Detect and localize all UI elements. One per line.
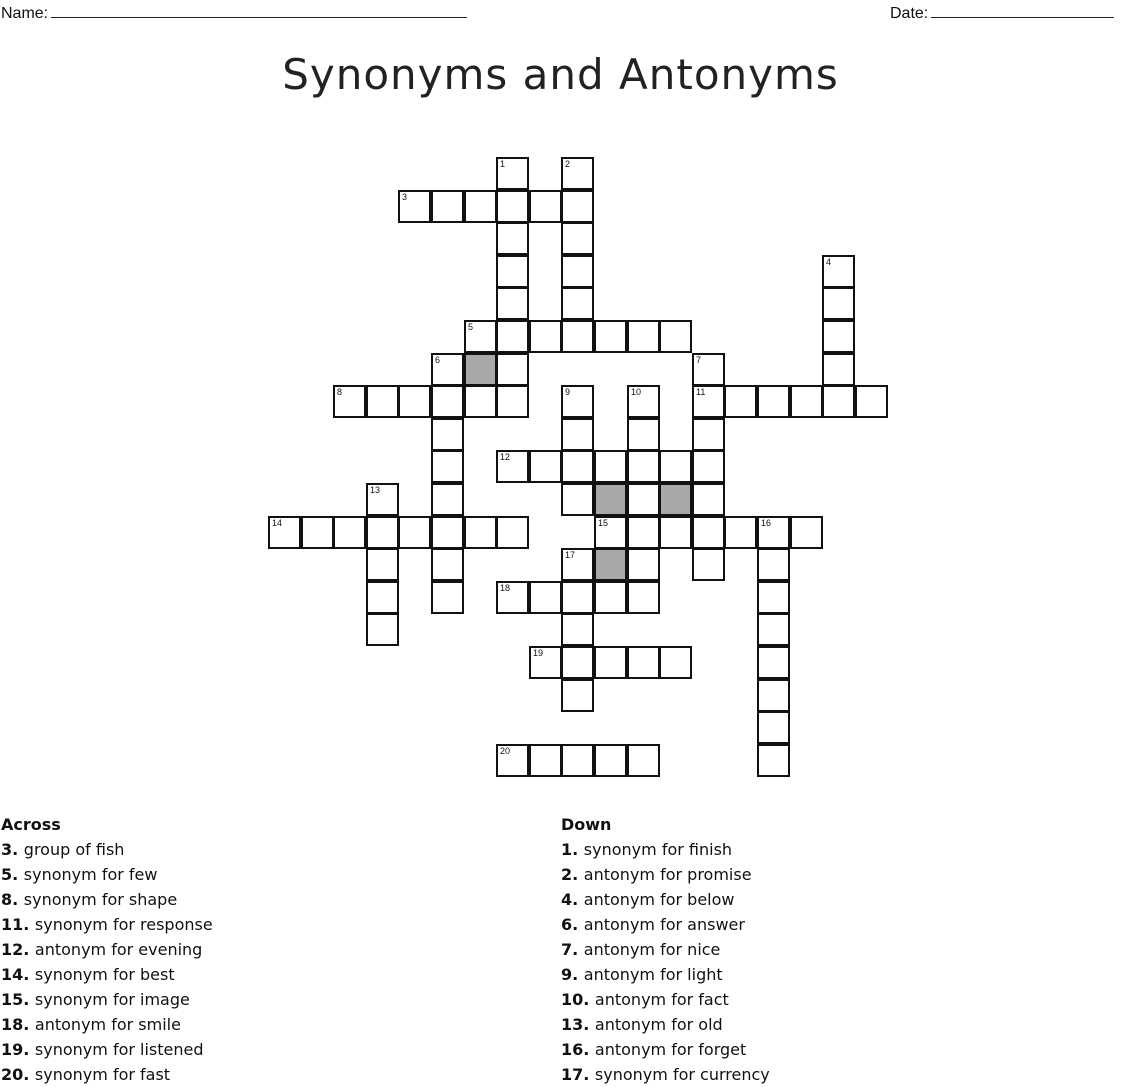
grid-cell[interactable] (333, 385, 366, 418)
cell-number: 3 (402, 192, 408, 202)
clue-text: synonym for response (34, 915, 213, 934)
grid-cell[interactable] (692, 353, 725, 386)
clue-text: synonym for fast (34, 1065, 171, 1084)
grid-cell[interactable] (431, 385, 464, 418)
grid-cell[interactable] (561, 320, 594, 353)
down-heading: Down (561, 815, 612, 834)
grid-cell[interactable] (692, 516, 725, 549)
clue-number: 4 (561, 890, 573, 909)
grid-cell[interactable] (561, 287, 594, 320)
grid-cell[interactable] (496, 744, 529, 777)
grid-cell[interactable] (496, 190, 529, 223)
clue-number: 15 (1, 990, 24, 1009)
across-clue: 12. antonym for evening (1, 940, 203, 959)
shaded-cell (594, 548, 627, 581)
shaded-cell (659, 483, 692, 516)
shaded-cell (594, 483, 627, 516)
grid-cell[interactable] (659, 450, 692, 483)
grid-cell[interactable] (366, 548, 399, 581)
clue-number: 18 (1, 1015, 24, 1034)
grid-cell[interactable] (627, 418, 660, 451)
across-clue: 19. synonym for listened (1, 1040, 204, 1059)
clue-text: group of fish (23, 840, 125, 859)
cell-number: 8 (337, 387, 343, 397)
shaded-cell (464, 353, 497, 386)
grid-cell[interactable] (431, 483, 464, 516)
cell-number: 13 (370, 485, 381, 495)
grid-cell[interactable] (757, 679, 790, 712)
name-label: Name: (1, 5, 49, 22)
grid-cell[interactable] (561, 385, 594, 418)
clue-number: 10 (561, 990, 584, 1009)
grid-cell[interactable] (431, 353, 464, 386)
clue-text: synonym for finish (583, 840, 733, 859)
grid-cell[interactable] (627, 744, 660, 777)
grid-cell[interactable] (561, 190, 594, 223)
cell-number: 11 (696, 387, 706, 397)
grid-cell[interactable] (561, 581, 594, 614)
grid-cell[interactable] (561, 418, 594, 451)
grid-cell[interactable] (757, 516, 790, 549)
grid-cell[interactable] (496, 353, 529, 386)
clue-number: 17 (561, 1065, 584, 1084)
cell-number: 15 (598, 518, 609, 528)
clue-number: 6 (561, 915, 573, 934)
across-clue: 18. antonym for smile (1, 1015, 181, 1034)
down-clue: 4. antonym for below (561, 890, 735, 909)
clue-number: 1 (561, 840, 573, 859)
grid-cell[interactable] (822, 320, 855, 353)
grid-cell[interactable] (692, 450, 725, 483)
grid-cell[interactable] (529, 320, 562, 353)
grid-cell[interactable] (529, 744, 562, 777)
grid-cell[interactable] (431, 190, 464, 223)
across-clue: 20. synonym for fast (1, 1065, 171, 1084)
down-clue: 2. antonym for promise (561, 865, 752, 884)
grid-cell[interactable] (724, 385, 757, 418)
grid-cell[interactable] (594, 320, 627, 353)
clue-text: antonym for evening (34, 940, 203, 959)
down-clue: 1. synonym for finish (561, 840, 733, 859)
grid-cell[interactable] (692, 385, 725, 418)
across-clues (1, 812, 213, 1087)
clue-text: antonym for smile (34, 1015, 181, 1034)
clue-text: antonym for light (583, 965, 723, 984)
clue-number: 16 (561, 1040, 584, 1059)
grid-cell[interactable] (529, 581, 562, 614)
grid-cell[interactable] (561, 613, 594, 646)
grid-cell[interactable] (594, 744, 627, 777)
grid-cell[interactable] (822, 385, 855, 418)
grid-cell[interactable] (496, 385, 529, 418)
grid-cell[interactable] (594, 450, 627, 483)
grid-cell[interactable] (366, 581, 399, 614)
grid-cell[interactable] (529, 450, 562, 483)
grid-cell[interactable] (561, 646, 594, 679)
clue-number: 14 (1, 965, 24, 984)
clue-number: 11 (1, 915, 24, 934)
clue-number: 3 (1, 840, 13, 859)
grid-cell[interactable] (366, 483, 399, 516)
across-clue: 5. synonym for few (1, 865, 158, 884)
grid-cell[interactable] (659, 320, 692, 353)
grid-cell[interactable] (822, 353, 855, 386)
cell-number: 6 (435, 355, 441, 365)
grid-cell[interactable] (366, 385, 399, 418)
grid-cell[interactable] (496, 222, 529, 255)
grid-cell[interactable] (627, 320, 660, 353)
down-clue-list (561, 837, 770, 1087)
cell-number: 9 (565, 387, 571, 397)
grid-cell[interactable] (692, 548, 725, 581)
grid-cell[interactable] (398, 190, 431, 223)
cell-number: 12 (500, 452, 511, 462)
clue-text: synonym for best (34, 965, 175, 984)
down-clue: 13. antonym for old (561, 1015, 723, 1034)
grid-cell[interactable] (757, 711, 790, 744)
grid-cell[interactable] (757, 385, 790, 418)
grid-cell[interactable] (398, 516, 431, 549)
grid-cell[interactable] (561, 222, 594, 255)
across-clue-list (1, 837, 213, 1087)
grid-cell[interactable] (496, 255, 529, 288)
grid-cell[interactable] (333, 516, 366, 549)
grid-cell[interactable] (431, 418, 464, 451)
grid-cell[interactable] (496, 516, 529, 549)
clue-number: 7 (561, 940, 573, 959)
clue-number: 19 (1, 1040, 24, 1059)
grid-cell[interactable] (431, 516, 464, 549)
grid-cell[interactable] (822, 287, 855, 320)
clue-text: antonym for promise (583, 865, 752, 884)
grid-cell[interactable] (627, 581, 660, 614)
clue-number: 5 (1, 865, 13, 884)
cell-number: 1 (500, 159, 506, 169)
grid-cell[interactable] (464, 516, 497, 549)
clue-text: antonym for nice (583, 940, 721, 959)
grid-cell[interactable] (529, 190, 562, 223)
grid-cell[interactable] (627, 483, 660, 516)
cell-number: 19 (533, 648, 544, 658)
clue-text: antonym for answer (583, 915, 745, 934)
grid-cell[interactable] (627, 385, 660, 418)
grid-cell[interactable] (561, 157, 594, 190)
grid-cell[interactable] (627, 646, 660, 679)
grid-cell[interactable] (594, 516, 627, 549)
down-clue: 6. antonym for answer (561, 915, 745, 934)
grid-cell[interactable] (561, 548, 594, 581)
grid-cell[interactable] (529, 646, 562, 679)
grid-cell[interactable] (366, 613, 399, 646)
grid-cell[interactable] (496, 157, 529, 190)
across-clue: 3. group of fish (1, 840, 125, 859)
grid-cell[interactable] (496, 450, 529, 483)
grid-cell[interactable] (561, 744, 594, 777)
grid-cell[interactable] (692, 418, 725, 451)
grid-cell[interactable] (561, 483, 594, 516)
grid-cell[interactable] (464, 320, 497, 353)
cell-number: 2 (565, 159, 571, 169)
cell-number: 4 (826, 257, 832, 267)
clue-text: antonym for fact (594, 990, 729, 1009)
grid-cell[interactable] (757, 613, 790, 646)
clue-text: antonym for below (583, 890, 735, 909)
cell-number: 16 (761, 518, 772, 528)
clue-text: synonym for image (34, 990, 190, 1009)
down-clues (561, 812, 770, 1087)
down-clue: 17. synonym for currency (561, 1065, 770, 1084)
cell-number: 20 (500, 746, 511, 756)
grid-cell[interactable] (790, 385, 823, 418)
cell-number: 7 (696, 355, 702, 365)
cell-number: 10 (631, 387, 642, 397)
grid-cell[interactable] (561, 450, 594, 483)
clue-text: antonym for forget (594, 1040, 747, 1059)
grid-cell[interactable] (627, 548, 660, 581)
grid-cell[interactable] (757, 744, 790, 777)
grid-cell[interactable] (496, 581, 529, 614)
across-clue: 15. synonym for image (1, 990, 190, 1009)
grid-cell[interactable] (431, 581, 464, 614)
grid-cell[interactable] (301, 516, 334, 549)
cell-number: 14 (272, 518, 283, 528)
clue-text: synonym for shape (23, 890, 178, 909)
grid-cell[interactable] (692, 483, 725, 516)
clue-number: 9 (561, 965, 573, 984)
clue-text: antonym for old (594, 1015, 723, 1034)
clue-text: synonym for few (23, 865, 158, 884)
grid-cell[interactable] (724, 516, 757, 549)
grid-cell[interactable] (561, 255, 594, 288)
page-title: Synonyms and Antonyms (282, 50, 839, 99)
down-clue: 10. antonym for fact (561, 990, 729, 1009)
date-label: Date: (890, 5, 929, 22)
grid-cell[interactable] (659, 646, 692, 679)
across-clue: 11. synonym for response (1, 915, 213, 934)
across-heading: Across (1, 815, 61, 834)
cell-number: 17 (565, 550, 576, 560)
grid-cell[interactable] (496, 287, 529, 320)
clue-number: 20 (1, 1065, 24, 1084)
down-clue: 7. antonym for nice (561, 940, 721, 959)
clue-number: 13 (561, 1015, 584, 1034)
clue-number: 8 (1, 890, 13, 909)
grid-cell[interactable] (594, 581, 627, 614)
grid-cell[interactable] (627, 516, 660, 549)
grid-cell[interactable] (757, 581, 790, 614)
grid-cell[interactable] (659, 516, 692, 549)
grid-cell[interactable] (464, 190, 497, 223)
across-clue: 8. synonym for shape (1, 890, 178, 909)
grid-cell[interactable] (855, 385, 888, 418)
down-clue: 16. antonym for forget (561, 1040, 747, 1059)
grid-cell[interactable] (431, 548, 464, 581)
down-clue: 9. antonym for light (561, 965, 723, 984)
cell-number: 5 (468, 322, 474, 332)
clue-number: 12 (1, 940, 24, 959)
grid-cell[interactable] (561, 679, 594, 712)
across-clue: 14. synonym for best (1, 965, 175, 984)
grid-cell[interactable] (627, 450, 660, 483)
clue-text: synonym for listened (34, 1040, 204, 1059)
grid-cell[interactable] (790, 516, 823, 549)
grid-cell[interactable] (496, 320, 529, 353)
grid-cell[interactable] (757, 646, 790, 679)
grid-cell[interactable] (366, 516, 399, 549)
clue-number: 2 (561, 865, 573, 884)
grid-cell[interactable] (431, 450, 464, 483)
grid-cell[interactable] (822, 255, 855, 288)
grid-cell[interactable] (464, 385, 497, 418)
grid-cell[interactable] (268, 516, 301, 549)
grid-cell[interactable] (757, 548, 790, 581)
clue-text: synonym for currency (594, 1065, 770, 1084)
grid-cell[interactable] (594, 646, 627, 679)
grid-cell[interactable] (398, 385, 431, 418)
cell-number: 18 (500, 583, 511, 593)
